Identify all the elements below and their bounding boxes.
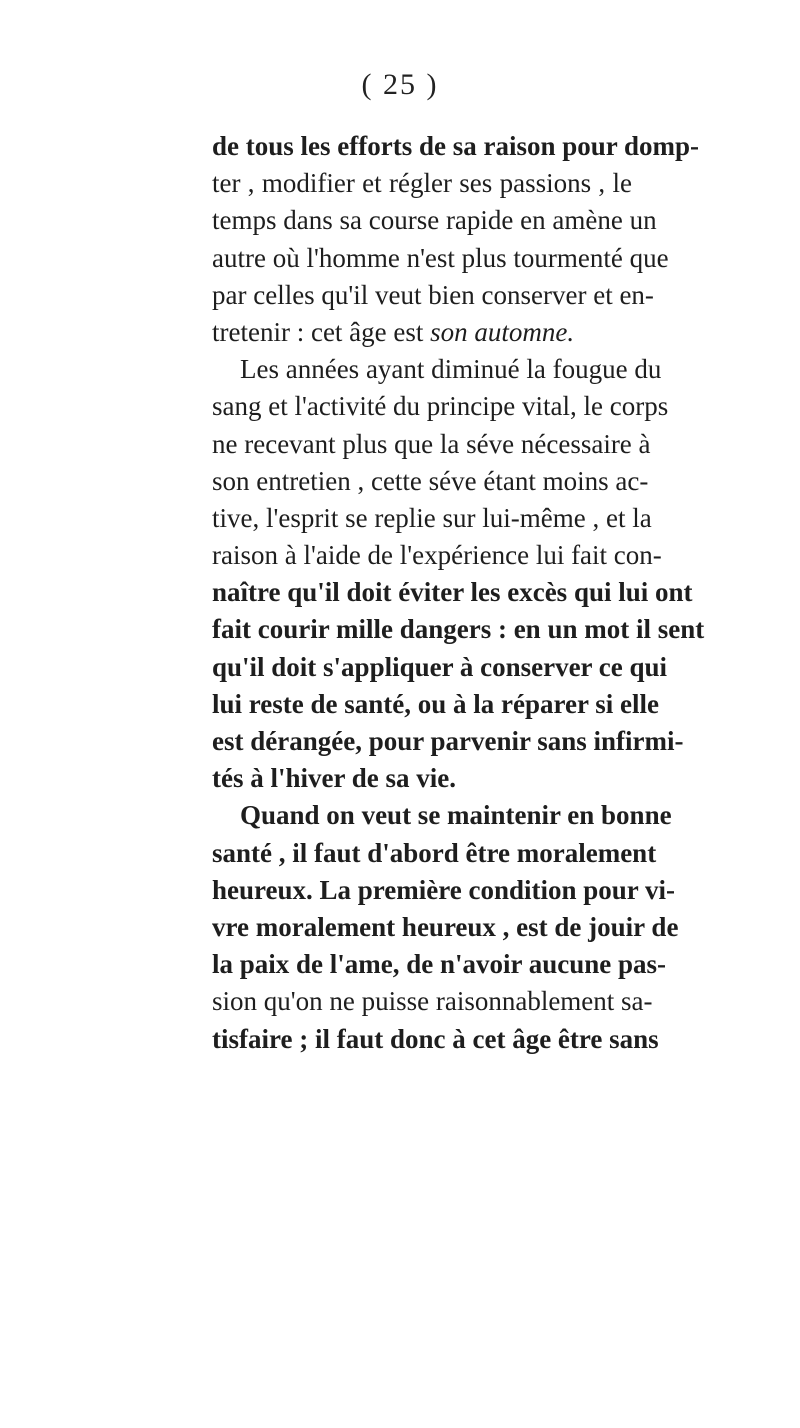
text-line-with-italic (212, 314, 632, 351)
text-line: raison à l'aide de l'expérience lui fait con- (212, 540, 662, 571)
text-line: Quand on veut se maintenir en bonne (240, 800, 672, 831)
text-line: lui reste de santé, ou à la réparer si elle (212, 688, 659, 719)
text-line: naître qu'il doit éviter les excès qui lui ont (212, 577, 693, 608)
text-line: ne recevant plus que la séve nécessaire à (212, 428, 651, 459)
italic-phrase: son automne. (430, 316, 575, 347)
text-line: est dérangée, pour parvenir sans infirmi- (212, 726, 684, 756)
body-text (212, 128, 705, 1058)
text-line: heureux. La première condition pour vi- (212, 874, 676, 905)
text-line: tisfaire ; il faut donc à cet âge être sans (212, 1023, 659, 1054)
page-number: ( 25 ) (361, 68, 439, 101)
text-line: autre où l'homme n'est plus tourmenté que (212, 242, 669, 273)
text-line-start: tretenir : cet âge est (212, 316, 424, 347)
text-line: temps dans sa course rapide en amène un (212, 205, 657, 236)
text-line: tive, l'esprit se replie sur lui-même , et la (212, 502, 652, 533)
text-line: la paix de l'ame, de n'avoir aucune pas- (212, 949, 667, 980)
text-line: vre moralement heureux , est de jouir de (212, 911, 679, 942)
text-line: santé , il faut d'abord être moralement (212, 837, 657, 868)
text-line: sang et l'activité du principe vital, le corps (212, 391, 669, 422)
text-line: son entretien , cette séve étant moins ac- (212, 465, 649, 496)
text-line: tés à l'hiver de sa vie. (212, 763, 456, 794)
text-line: sion qu'on ne puisse raisonnablement sa- (212, 986, 653, 1017)
text-line: qu'il doit s'appliquer à conserver ce qui (212, 651, 668, 682)
text-line: par celles qu'il veut bien conserver et en- (212, 279, 654, 310)
text-line: de tous les efforts de sa raison pour domp- (212, 131, 700, 161)
text-line: ter , modifier et régler ses passions , le (212, 168, 632, 199)
text-line: Les années ayant diminué la fougue du (240, 354, 662, 385)
text-line: fait courir mille dangers : en un mot il sent (212, 614, 705, 645)
